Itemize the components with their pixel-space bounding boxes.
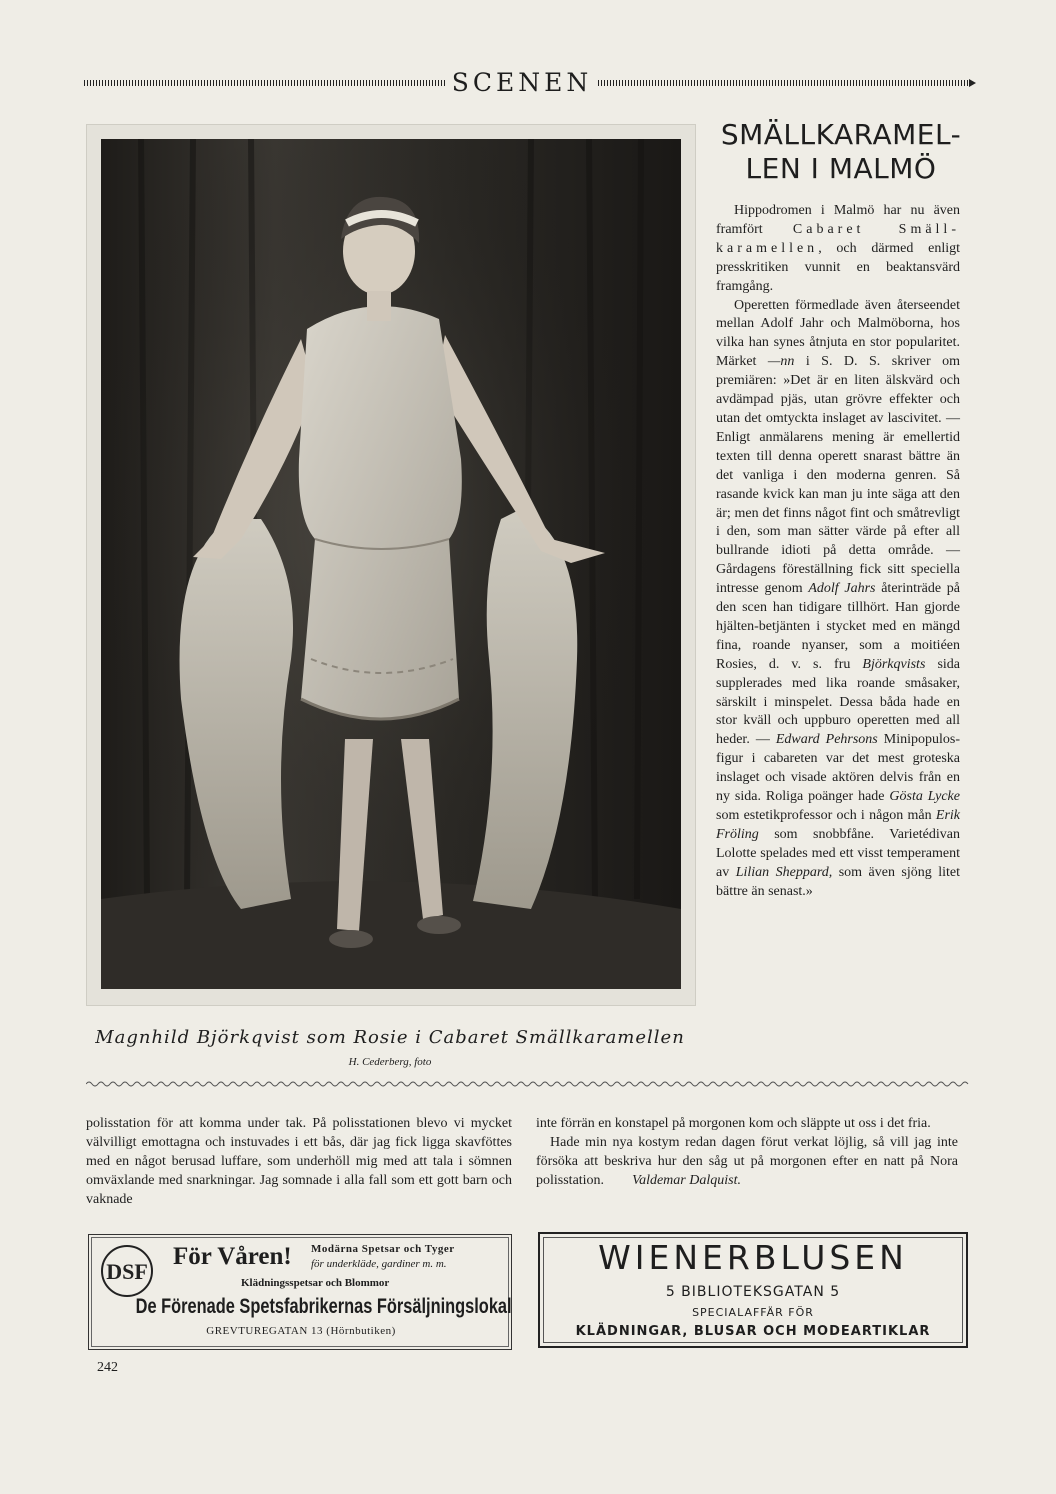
ad-shop-address: 5 BIBLIOTEKSGATAN 5: [665, 1284, 841, 1300]
logo-text: DSF: [106, 1259, 148, 1284]
author-signature: Valdemar Dalquist.: [632, 1173, 741, 1188]
actor-name: Björkqvists: [862, 656, 926, 672]
performer-illustration: [101, 139, 681, 989]
page-number: 242: [97, 1360, 118, 1375]
story-column-left: [86, 1114, 512, 1209]
actor-name: Erik Fröling: [716, 808, 960, 842]
article-title-line-1: SMÄLLKARAMEL-: [720, 118, 962, 151]
text-run: Minipopulos-figur i cabareten var det mest groteska inslaget och visade aktören delvis från en ny sida. Roliga poänger hade: [716, 732, 960, 805]
text-run: sida supplerades med lika roande småsaker, särskilt i minspelet. Dessa båda hade en stor kväll och uppburo operetten med all heder. —: [716, 656, 960, 748]
photo-credit: H. Cederberg, foto: [348, 1056, 432, 1068]
actor-name: Gösta Lycke: [889, 789, 960, 805]
story-column-right: [536, 1114, 958, 1190]
dsf-logo-icon: [99, 1243, 155, 1299]
text-run: som snobbfåne. Varietédivan Lolotte spelades med ett visst temperament av: [716, 826, 960, 880]
article-paragraph: [716, 202, 960, 297]
text-run: som även sjöng litet bättre än senast.»: [716, 864, 960, 899]
critic-signature: —nn: [767, 354, 795, 370]
ad-shop-products: KLÄDNINGAR, BLUSAR OCH MODEARTIKLAR: [575, 1324, 931, 1339]
text-run: i S. D. S. skriver om premiären: »Det är en liten älskvärd och avdämpad pjäs, utan grövre effekter och utan det omtyckta inslaget av lascivitet. — Enligt anmälarens mening är emellertid texten till denna operett snarast bättre än det vanliga i den moderna genren. Så rasande kvick kan man ju inte säga att den är; men det finns något fint och småtrevligt i den, som man sätter värde på efter all bullrande idioti på detta område. — Gårdagens föreställning fick sitt speciella intresse genom: [716, 354, 960, 597]
text-run: återinträde på den scen han tidigare tillhört. Han gjorde hjälten-betjänten i stycket med en mängd fina, roande nyanser, som a moitiéen Rosies, d. v. s. fru: [716, 581, 961, 672]
photo-frame: [86, 124, 696, 1006]
wienerblusen-advertisement: [538, 1232, 968, 1348]
actor-name: Edward Pehrsons: [775, 732, 878, 748]
ad-company-name: De Förenade Spetsfabrikernas Försäljningslokal: [135, 1295, 512, 1318]
header-rule-right: [598, 80, 970, 86]
ad-subline: Modärna Spetsar och Tyger: [311, 1243, 455, 1255]
text-run: Hade min nya kostym redan dagen förut verkat löjlig, så vill jag inte försöka att beskriva hur den såg ut på morgonen efter en natt på Nora polisstation.: [536, 1135, 958, 1188]
text-run: som estetikprofessor och i någon mån: [716, 808, 936, 823]
work-title: Cabaret Smäll-karamellen: [716, 221, 960, 256]
article-title-line-2: LEN I MALMÖ: [745, 152, 937, 185]
text-run: , och därmed enligt presskritiken vunnit en beaktansvärd framgång.: [716, 240, 960, 294]
ad-product-line: Klädningsspetsar och Blommor: [241, 1277, 390, 1289]
article-paragraph: [716, 297, 960, 902]
story-paragraph: polisstation för att komma under tak. På polisstationen blevo vi mycket välvilligt emottagna och instuvades i ett bås, där jag fick ligga skavföttes med en något berusad luffare, som underhöll mig med att tala i sömnen omväxlande med snarkningar. Jag somnade i alla fall som ett gott barn och vaknade: [86, 1116, 512, 1207]
text-run: Hippodromen i Malmö har nu även framfört: [716, 203, 960, 237]
photo-caption: Magnhild Björkqvist som Rosie i Cabaret Smällkaramellen: [95, 1027, 685, 1048]
lace-shop-advertisement: [88, 1234, 512, 1350]
actor-name: Lilian Sheppard,: [735, 864, 833, 880]
article-body: [716, 202, 960, 902]
ad-subline-italic: för underkläde, gardiner m. m.: [311, 1258, 447, 1270]
wavy-divider: [86, 1080, 970, 1088]
section-title: SCENEN: [451, 68, 593, 97]
actor-name: Adolf Jahrs: [808, 581, 876, 597]
header-rule-left: [84, 80, 446, 86]
ad-shop-specialty: SPECIALAFFÄR FÖR: [692, 1306, 814, 1319]
text-run: Operetten förmedlade även återseendet mellan Adolf Jahr och Malmöborna, hos vilka han synes åtnjuta en stor popularitet. Märket: [716, 297, 960, 370]
performer-photo: [101, 139, 681, 989]
story-paragraph: inte förrän en konstapel på morgonen kom och släppte ut oss i det fria.: [536, 1116, 931, 1131]
ad-shop-name: WIENERBLUSEN: [598, 1238, 908, 1277]
ad-address: GREVTUREGATAN 13 (Hörnbutiken): [206, 1325, 396, 1337]
article-title: [706, 118, 976, 186]
ad-headline: För Våren!: [173, 1243, 292, 1270]
story-paragraph: [536, 1133, 958, 1190]
